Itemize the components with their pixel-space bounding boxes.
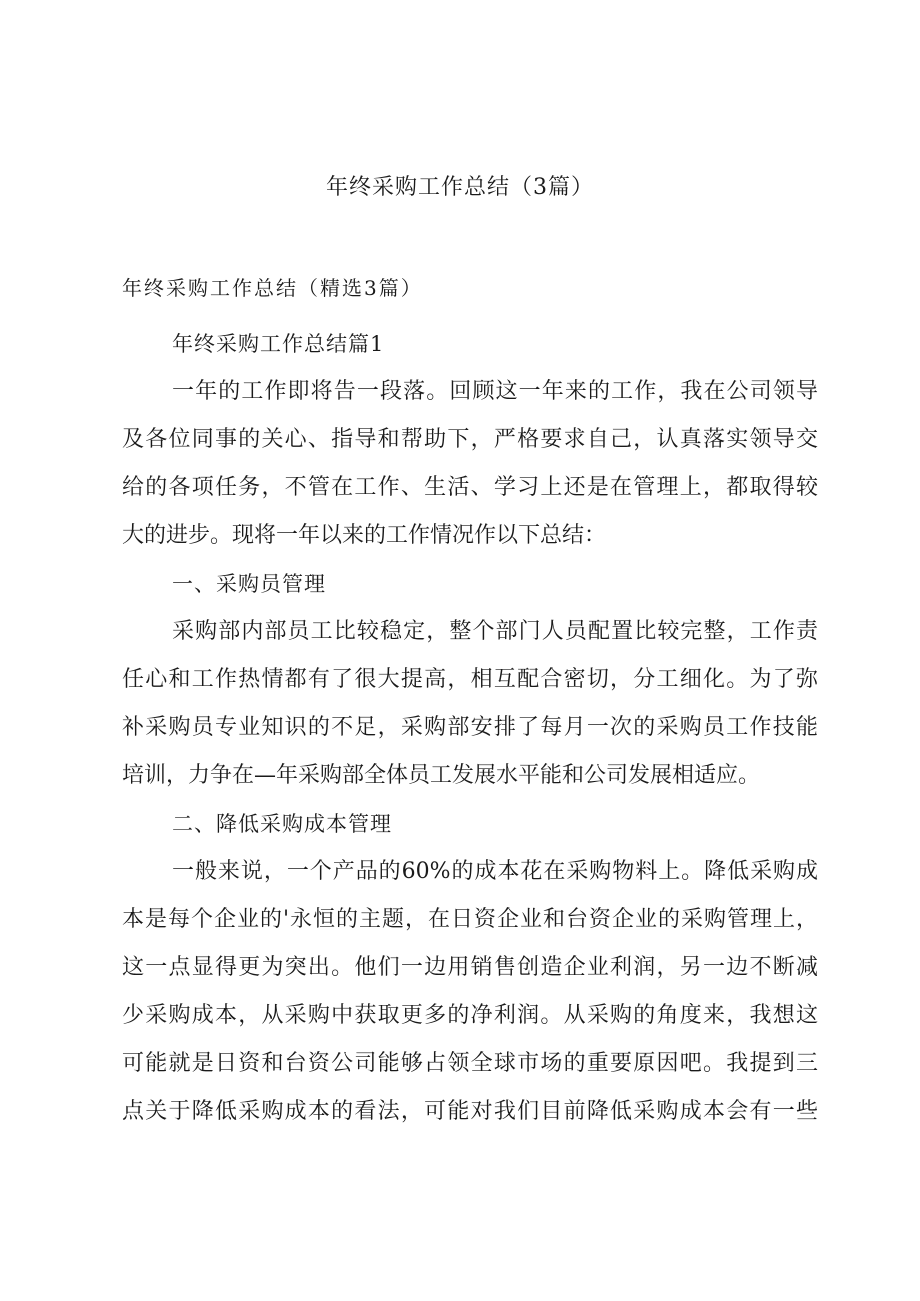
paragraph-2 xyxy=(122,614,818,806)
paragraph-line: 采购部内部员工比较稳定，整个部门人员配置比较完整，工作责 xyxy=(172,619,818,644)
paragraph-line: 一般来说，一个产品的60%的成本花在采购物料上。降低采购成 xyxy=(172,859,818,884)
paragraph-line: 大的进步。现将一年以来的工作情况作以下总结： xyxy=(122,523,607,548)
section-heading: 年终采购工作总结篇1 xyxy=(172,332,385,356)
heading-purchaser-management: 一、采购员管理 xyxy=(172,572,326,596)
paragraph-line: 补采购员专业知识的不足，采购部安排了每月一次的采购员工作技能 xyxy=(122,715,818,740)
document-title: 年终采购工作总结（3篇） xyxy=(326,175,594,200)
paragraph-line: 本是每个企业的'永恒的主题，在日资企业和台资企业的采购管理上， xyxy=(122,907,818,932)
document-subtitle: 年终采购工作总结（精选3篇） xyxy=(122,276,423,300)
paragraph-line: 给的各项任务，不管在工作、生活、学习上还是在管理上，都取得较 xyxy=(122,475,818,500)
paragraph-1 xyxy=(122,374,818,566)
paragraph-line: 一年的工作即将告一段落。回顾这一年来的工作，我在公司领导 xyxy=(172,379,818,404)
paragraph-line: 任心和工作热情都有了很大提高，相互配合密切，分工细化。为了弥 xyxy=(122,667,818,692)
heading-cost-reduction: 二、降低采购成本管理 xyxy=(172,812,392,836)
paragraph-line: 及各位同事的关心、指导和帮助下，严格要求自己，认真落实领导交 xyxy=(122,427,818,452)
paragraph-line: 可能就是日资和台资公司能够占领全球市场的重要原因吧。我提到三 xyxy=(122,1051,818,1076)
document-body xyxy=(122,326,818,1142)
paragraph-line: 培训，力争在—年采购部全体员工发展水平能和公司发展相适应。 xyxy=(122,763,761,788)
paragraph-line: 这一点显得更为突出。他们一边用销售创造企业利润，另一边不断减 xyxy=(122,955,818,980)
paragraph-line: 少采购成本，从采购中获取更多的净利润。从采购的角度来，我想这 xyxy=(122,1003,818,1028)
paragraph-3 xyxy=(122,854,818,1142)
paragraph-line: 点关于降低采购成本的看法，可能对我们目前降低采购成本会有一些 xyxy=(122,1099,818,1124)
